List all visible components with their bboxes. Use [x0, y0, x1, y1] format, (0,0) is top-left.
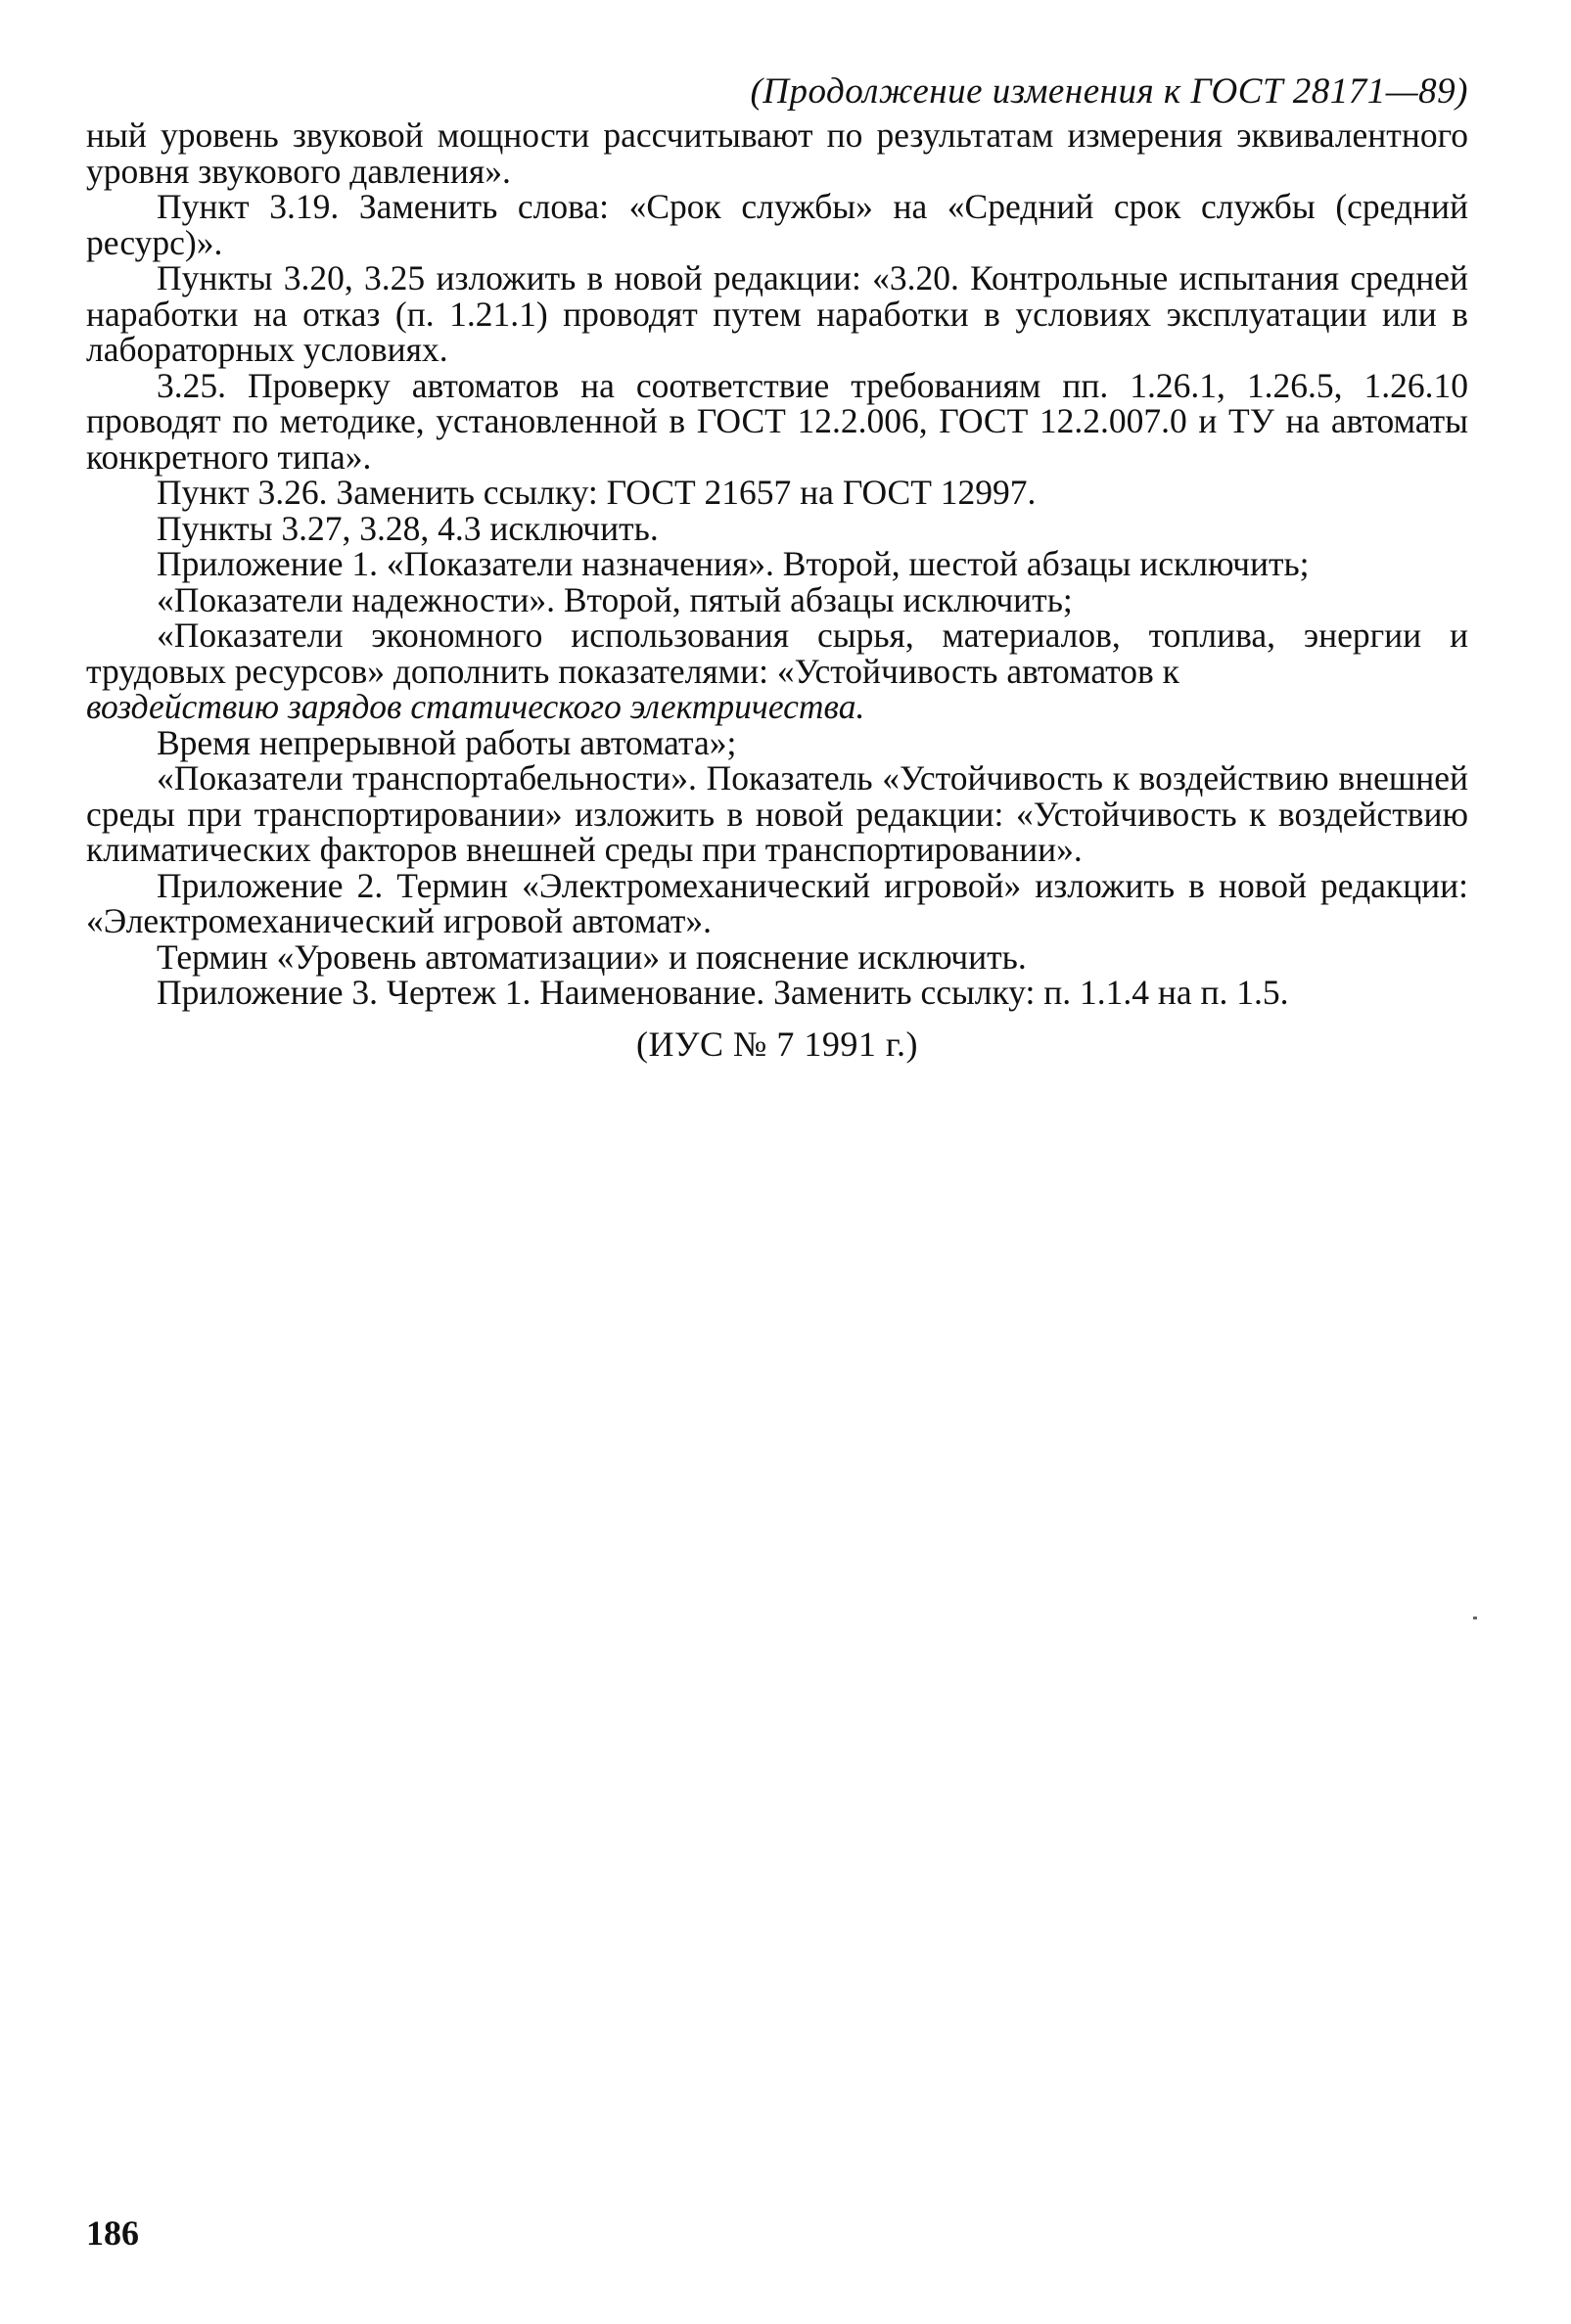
paragraph-item-3-26: Пункт 3.26. Заменить ссылку: ГОСТ 21657 на ГОСТ 12997. [157, 473, 1037, 512]
document-page [86, 68, 1468, 1064]
paragraph-appendix-3: Приложение 3. Чертеж 1. Наименование. Заменить ссылку: п. 1.1.4 на п. 1.5. [157, 973, 1289, 1012]
paragraph-appendix-2: Приложение 2. Термин «Электромеханический игровой» изложить в новой редакции: «Электромеханический игровой автомат». [86, 865, 1468, 940]
paragraph-automation-level: Термин «Уровень автоматизации» и пояснение исключить. [157, 936, 1027, 977]
issue-reference: (ИУС № 7 1991 г.) [635, 1024, 919, 1064]
paragraph-static-electricity: воздействию зарядов статического электричества. [86, 687, 865, 726]
paragraph-continuous-operation: Время непрерывной работы автомата»; [157, 722, 737, 762]
scan-speck [1473, 1617, 1477, 1619]
paragraph-transportability: «Показатели транспортабельности». Показатель «Устойчивость к воздействию внешней среды при транспортировании» изложить в новой редакции: «Устойчивость к воздействию климатических факторов внешней среды при транспортировании». [86, 758, 1468, 869]
paragraph-item-3-19: Пункт 3.19. Заменить слова: «Срок службы» на «Средний срок службы (средний ресурс)». [86, 187, 1468, 262]
paragraph-continuation: ный уровень звуковой мощности рассчитывают по результатам измерения эквивалентного уровня звукового давления». [86, 115, 1468, 191]
page-number: 186 [86, 2213, 139, 2253]
paragraph-appendix-1: Приложение 1. «Показатели назначения». Второй, шестой абзацы исключить; [157, 544, 1310, 583]
paragraph-items-3-20-3-25: Пункты 3.20, 3.25 изложить в новой редакции: «3.20. Контрольные испытания средней наработки на отказ (п. 1.21.1) проводят путем наработки в условиях эксплуатации или в лабораторных условиях. [86, 258, 1468, 369]
paragraph-item-3-25: 3.25. Проверку автоматов на соответствие требованиям пп. 1.26.1, 1.26.5, 1.26.10 проводят по методике, установленной в ГОСТ 12.2.006, ГОСТ 12.2.007.0 и ТУ на автоматы конкретного типа». [86, 365, 1468, 477]
running-head: (Продолжение изменения к ГОСТ 28171—89) [750, 71, 1468, 112]
paragraph-reliability-indicators: «Показатели надежности». Второй, пятый абзацы исключить; [157, 579, 1073, 619]
paragraph-items-3-27-3-28-4-3: Пункты 3.27, 3.28, 4.3 исключить. [157, 508, 659, 548]
paragraph-economy-indicators: «Показатели экономного использования сырья, материалов, топлива, энергии и трудовых ресурсов» дополнить показателями: «Устойчивость автоматов к [86, 615, 1468, 691]
